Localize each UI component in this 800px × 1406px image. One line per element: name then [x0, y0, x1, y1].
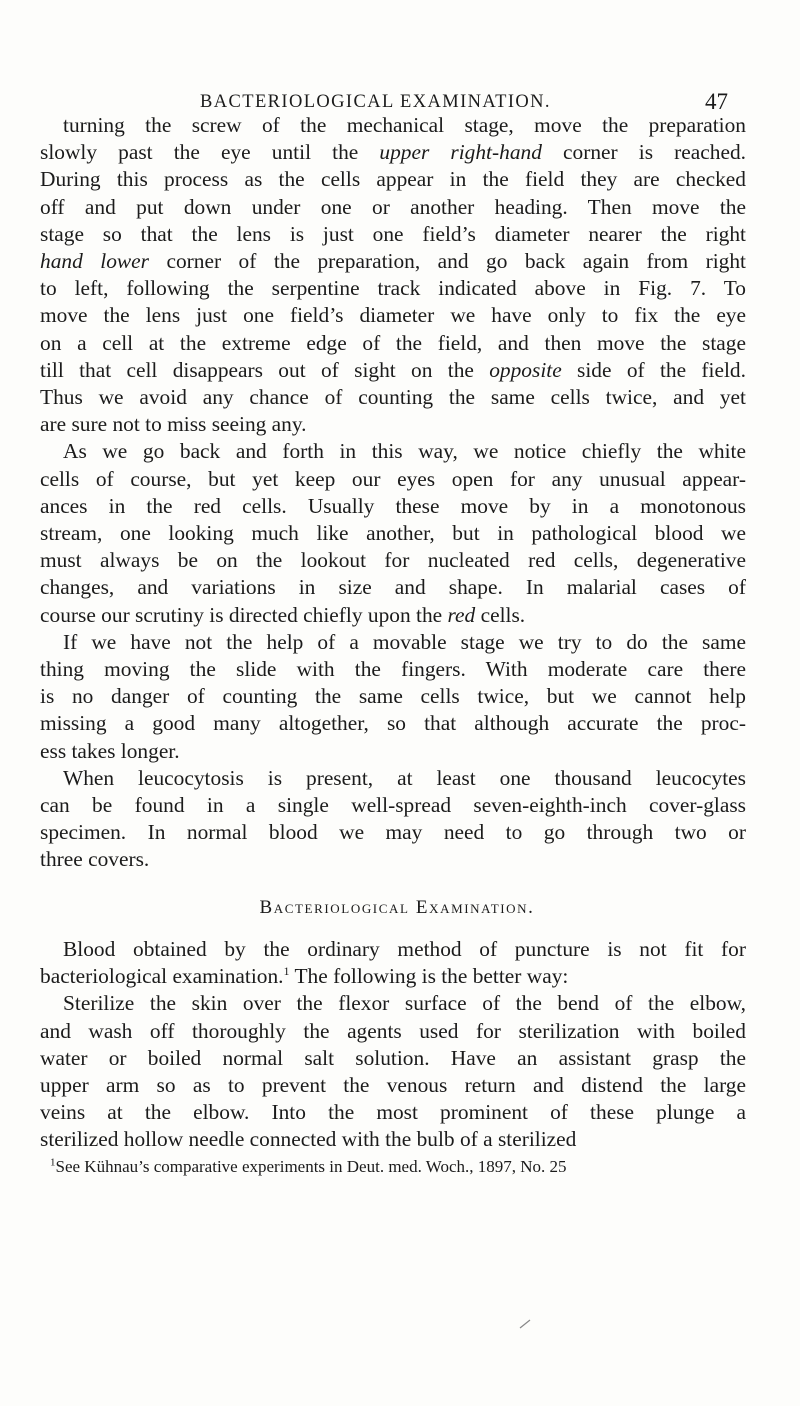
- text-line: Thus we avoid any chance of counting the same cells twice, and yet: [40, 385, 746, 410]
- text-line: and wash off thoroughly the agents used for sterilization with boiled: [40, 1018, 746, 1043]
- footnote-marker: 1: [50, 1155, 56, 1168]
- text-line: ess takes longer.: [40, 738, 180, 763]
- text-line: to left, following the serpentine track indicated above in Fig. 7. To: [40, 276, 746, 301]
- page-number: 47: [705, 89, 728, 114]
- footnote: [40, 1156, 746, 1178]
- body-text: [40, 112, 746, 1178]
- paragraphs-before-heading: [40, 112, 746, 874]
- text-line: ances in the red cells. Usually these move by in a monotonous: [40, 493, 746, 518]
- text-line: course our scrutiny is directed chiefly upon the red cells.: [40, 602, 526, 627]
- section-heading: Bacteriological Examination.: [259, 896, 535, 918]
- text-line: off and put down under one or another heading. Then move the: [40, 194, 746, 219]
- text-line: When leucocytosis is present, at least one thousand leucocytes: [63, 765, 746, 790]
- text-line: upper arm so as to prevent the venous return and distend the large: [40, 1072, 746, 1097]
- text-line: If we have not the help of a movable stage we try to do the same: [63, 629, 746, 654]
- text-line: sterilized hollow needle connected with the bulb of a sterilized: [40, 1127, 577, 1152]
- text-line: As we go back and forth in this way, we notice chiefly the white: [63, 439, 746, 464]
- text-line: missing a good many altogether, so that although accurate the proc-: [40, 711, 746, 736]
- text-line: must always be on the lookout for nucleated red cells, degenerative: [40, 548, 746, 573]
- text-line: move the lens just one field’s diameter we have only to fix the eye: [40, 303, 746, 328]
- text-line: Sterilize the skin over the flexor surface of the bend of the elbow,: [63, 991, 746, 1016]
- text-line: till that cell disappears out of sight on the opposite side of the field.: [40, 357, 746, 382]
- text-line: Blood obtained by the ordinary method of puncture is not fit for: [63, 936, 746, 961]
- text-line: changes, and variations in size and shape. In malarial cases of: [40, 575, 746, 600]
- stray-pen-mark: [518, 1318, 532, 1330]
- running-head: BACTERIOLOGICAL EXAMINATION.: [200, 92, 551, 112]
- text-line: is no danger of counting the same cells twice, but we cannot help: [40, 684, 746, 709]
- text-line: turning the screw of the mechanical stage, move the preparation: [63, 113, 746, 137]
- text-line: hand lower corner of the preparation, and go back again from right: [40, 249, 746, 274]
- text-line: stream, one looking much like another, but in pathological blood we: [40, 521, 746, 546]
- footnote-reference: 1: [283, 963, 290, 978]
- text-line: slowly past the eye until the upper right-hand corner is reached.: [40, 140, 746, 165]
- text-line: can be found in a single well-spread seven-eighth-inch cover-glass: [40, 793, 746, 818]
- text-line: three covers.: [40, 847, 150, 872]
- text-line: cells of course, but yet keep our eyes open for any unusual appear-: [40, 466, 746, 491]
- text-line: thing moving the slide with the fingers. With moderate care there: [40, 657, 746, 682]
- text-line: are sure not to miss seeing any.: [40, 412, 307, 437]
- footnote-text: See Kühnau’s comparative experiments in Deut. med. Woch., 1897, No. 25: [55, 1156, 567, 1176]
- text-line: bacteriological examination.$^1$ The following is the better way:: [40, 963, 569, 989]
- text-line: stage so that the lens is just one field’s diameter nearer the right: [40, 221, 746, 246]
- text-line: on a cell at the extreme edge of the field, and then move the stage: [40, 330, 746, 355]
- sentence-text: The following is the better way:: [289, 964, 569, 989]
- text-line: During this process as the cells appear in the field they are checked: [40, 167, 746, 192]
- text-line: specimen. In normal blood we may need to go through two or: [40, 820, 746, 845]
- text-line: water or boiled normal salt solution. Have an assistant grasp the: [40, 1045, 746, 1070]
- text-line: veins at the elbow. Into the most prominent of these plunge a: [40, 1100, 746, 1125]
- paragraphs-after-heading: [40, 936, 746, 1154]
